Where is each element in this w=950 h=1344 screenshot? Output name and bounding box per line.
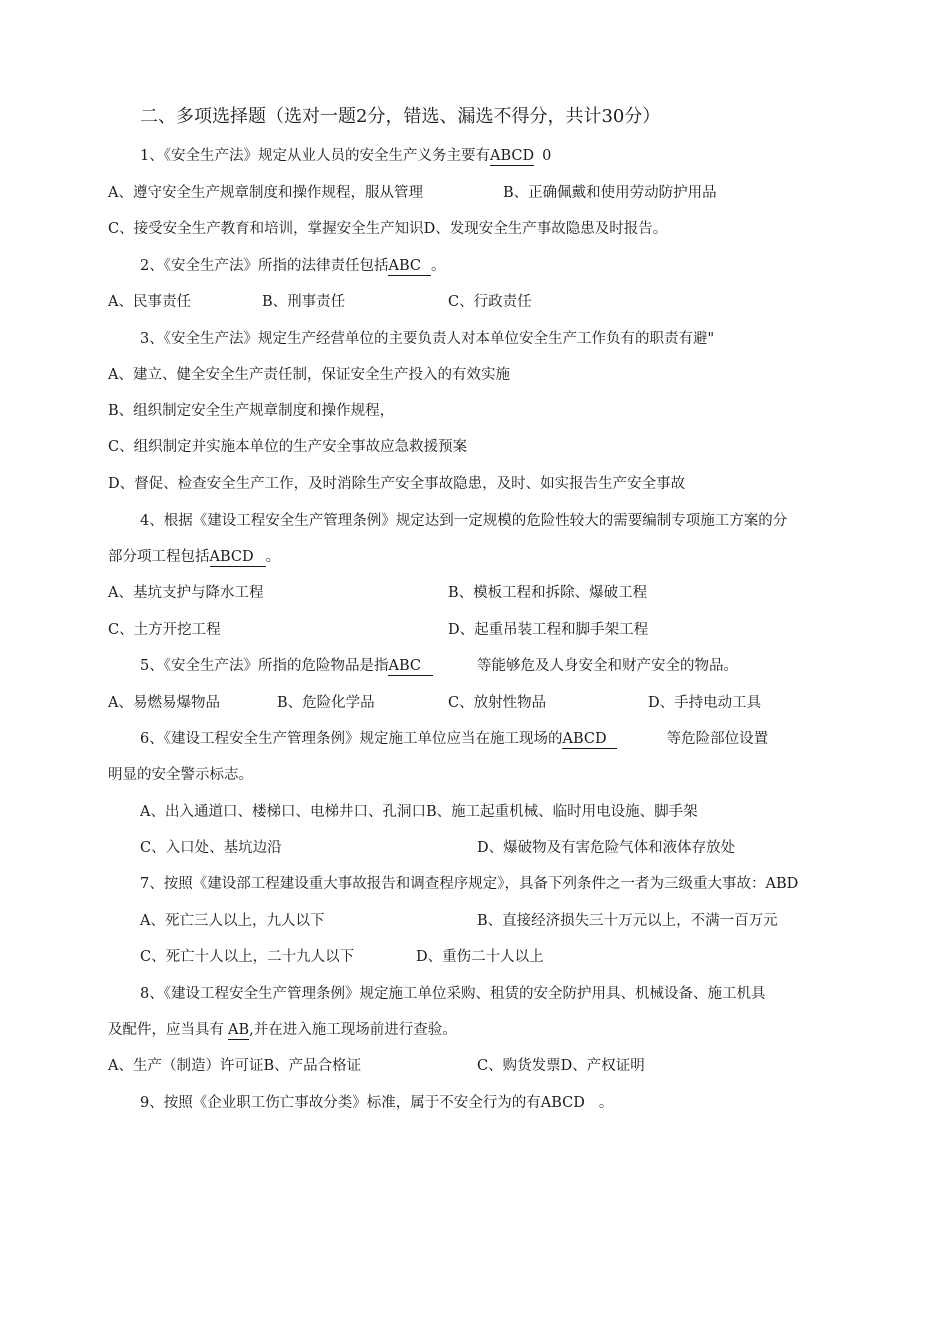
question-2-option-c: C、行政责任	[448, 294, 532, 310]
question-5-tail: 等能够危及人身安全和财产安全的物品。	[476, 658, 738, 674]
question-4-option-b: B、模板工程和拆除、爆破工程	[448, 585, 648, 601]
question-4-option-c: C、土方开挖工程	[108, 622, 221, 638]
question-6-option-c: C、入口处、基坑边沿	[140, 840, 282, 856]
question-1-stem	[140, 146, 551, 166]
question-8-tail: ,并在进入施工现场前进行查验。	[249, 1022, 457, 1038]
question-4-text: 部分项工程包括	[108, 549, 210, 565]
question-3-stem: 3、《安全生产法》规定生产经营单位的主要负责人对本单位安全生产工作负有的职责有避"	[140, 331, 715, 347]
question-2-answer: ABC	[388, 258, 431, 276]
question-9-stem	[140, 1093, 613, 1113]
question-1-option-b: B、正确佩戴和使用劳动防护用品	[503, 185, 717, 201]
question-6-text: 6、《建设工程安全生产管理条例》规定施工单位应当在施工现场的	[140, 731, 563, 747]
question-2-option-b: B、刑事责任	[262, 294, 346, 310]
question-7-option-c: C、死亡十人以上，二十九人以下	[140, 949, 355, 965]
question-6-answer: ABCD	[562, 731, 616, 749]
question-4-tail: 。	[265, 549, 281, 565]
question-6-option-ab: A、出入通道口、楼梯口、电梯井口、孔洞口B、施工起重机械、临时用电设施、脚手架	[140, 804, 698, 820]
question-7-option-a: A、死亡三人以上，九人以下	[140, 913, 325, 929]
question-3-option-a: A、建立、健全安全生产责任制，保证安全生产投入的有效实施	[108, 367, 510, 383]
question-5-answer: ABC	[388, 658, 433, 676]
question-5-stem	[140, 656, 738, 676]
question-2-stem	[140, 256, 445, 276]
question-3-option-b: B、组织制定安全生产规章制度和操作规程，	[108, 403, 395, 419]
question-7-option-b: B、直接经济损失三十万元以上，不满一百万元	[477, 913, 778, 929]
question-4-option-d: D、起重吊装工程和脚手架工程	[448, 622, 649, 638]
question-7-option-d: D、重伤二十人以上	[416, 949, 544, 965]
question-5-option-d: D、手持电动工具	[648, 695, 762, 711]
question-1-option-cd: C、接受安全生产教育和培训，掌握安全生产知识D、发现安全生产事故隐患及时报告。	[108, 221, 668, 237]
question-5-text: 5、《安全生产法》所指的危险物品是指	[140, 658, 389, 674]
question-4-option-a: A、基坑支护与降水工程	[108, 585, 264, 601]
question-5-option-a: A、易燃易爆物品	[108, 695, 220, 711]
question-8-text: 及配件，应当具有	[108, 1022, 224, 1038]
question-6-stem	[140, 729, 768, 749]
question-7-stem: 7、按照《建设部工程建设重大事故报告和调查程序规定》，具备下列条件之一者为三级重大事故：ABD	[140, 876, 799, 892]
question-2-option-a: A、民事责任	[108, 294, 191, 310]
question-9-text: 9、按照《企业职工伤亡事故分类》标准，属于不安全行为的有ABCD	[140, 1095, 585, 1111]
question-4-stem-line1: 4、根据《建设工程安全生产管理条例》规定达到一定规模的危险性较大的需要编制专项施工方案的分	[140, 513, 788, 529]
question-4-answer: ABCD	[210, 549, 266, 567]
section-title: 二、多项选择题（选对一题2分，错选、漏选不得分，共计30分）	[140, 106, 661, 127]
question-8-stem-line1: 8、《建设工程安全生产管理条例》规定施工单位采购、租赁的安全防护用具、机械设备、施工机具	[140, 986, 766, 1002]
question-3-option-c: C、组织制定并实施本单位的生产安全事故应急救援预案	[108, 439, 468, 455]
question-8-stem-line2	[108, 1020, 457, 1040]
question-6-option-d: D、爆破物及有害危险气体和液体存放处	[477, 840, 736, 856]
question-6-stem-line2: 明显的安全警示标志。	[108, 767, 253, 783]
question-9-tail: 。	[598, 1095, 614, 1111]
question-3-option-d: D、督促、检查安全生产工作，及时消除生产安全事故隐患，及时、如实报告生产安全事故	[108, 476, 686, 492]
question-1-tail: 0	[542, 148, 552, 164]
question-6-tail: 等危险部位设置	[666, 731, 769, 747]
question-1-text: 1、《安全生产法》规定从业人员的安全生产义务主要有	[140, 148, 490, 164]
question-1-answer: ABCD	[489, 148, 535, 164]
question-8-option-ab: A、生产（制造）许可证B、产品合格证	[108, 1058, 362, 1074]
question-8-option-cd: C、购货发票D、产权证明	[477, 1058, 645, 1074]
question-8-answer: AB	[228, 1022, 250, 1038]
question-4-stem-line2	[108, 547, 280, 567]
question-5-option-b: B、危险化学品	[277, 695, 375, 711]
question-5-option-c: C、放射性物品	[448, 695, 547, 711]
question-1-option-a: A、遵守安全生产规章制度和操作规程，服从管理	[108, 185, 423, 201]
question-2-tail: 。	[430, 258, 446, 274]
question-2-text: 2、《安全生产法》所指的法律责任包括	[140, 258, 389, 274]
